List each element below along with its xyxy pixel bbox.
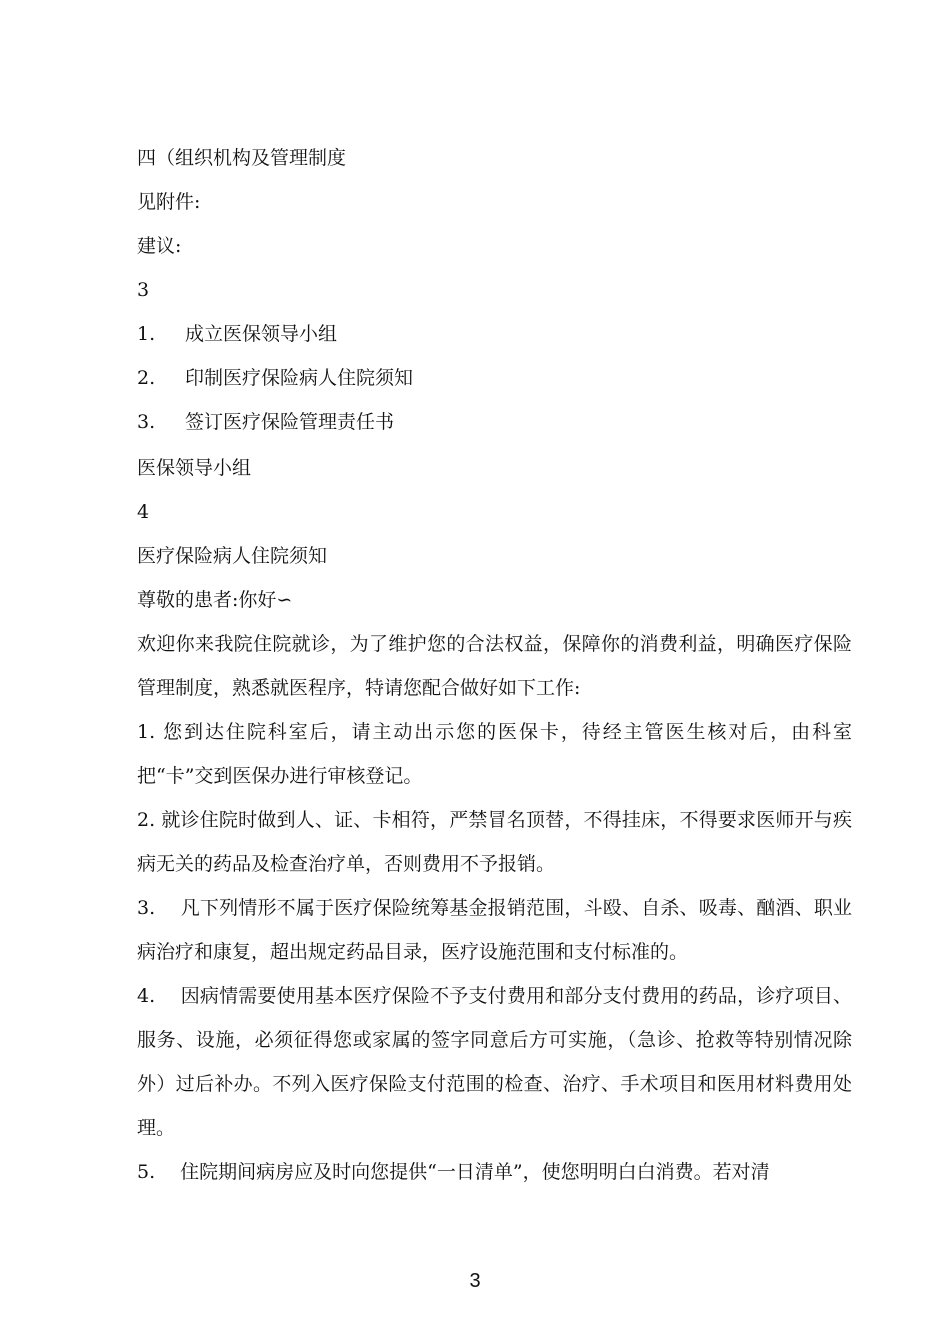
list-number: 1. bbox=[137, 323, 156, 345]
list-number: 3. bbox=[137, 411, 156, 433]
list-item bbox=[137, 366, 413, 390]
text-line: 建议: bbox=[137, 235, 182, 257]
list-text: 成立医保领导小组 bbox=[185, 323, 338, 345]
text-line: 医保领导小组 bbox=[137, 457, 252, 479]
paragraph-intro: 欢迎你来我院住院就诊，为了维护您的合法权益，保障你的消费利益，明确医疗保险管理制度，熟悉就医程序，特请您配合做好如下工作: bbox=[137, 633, 852, 699]
notice-title: 医疗保险病人住院须知 bbox=[137, 545, 328, 567]
text-line: 3 bbox=[137, 279, 150, 301]
list-item bbox=[137, 410, 394, 434]
paragraph-item-4: 4. 因病情需要使用基本医疗保险不予支付费用和部分支付费用的药品，诊疗项目、服务、设施，必须征得您或家属的签字同意后方可实施，（急诊、抢救等特别情况除外）过后补办。不列入医疗保险支付范围的检查、治疗、手术项目和医用材料费用处理。 bbox=[137, 985, 852, 1139]
text-line: 4 bbox=[137, 501, 150, 523]
list-number: 2. bbox=[137, 367, 156, 389]
text-line: 见附件: bbox=[137, 191, 201, 213]
list-item bbox=[137, 322, 337, 346]
section-heading: 四（组织机构及管理制度 bbox=[137, 147, 347, 169]
salutation: 尊敬的患者:你好∽ bbox=[137, 589, 293, 611]
paragraph-item-3: 3. 凡下列情形不属于医疗保险统筹基金报销范围，斗殴、自杀、吸毒、酗酒、职业病治疗和康复，超出规定药品目录，医疗设施范围和支付标准的。 bbox=[137, 897, 852, 963]
list-text: 签订医疗保险管理责任书 bbox=[185, 411, 395, 433]
paragraph-item-2: 2. 就诊住院时做到人、证、卡相符，严禁冒名顶替，不得挂床，不得要求医师开与疾病无关的药品及检查治疗单，否则费用不予报销。 bbox=[137, 809, 852, 875]
list-text: 印制医疗保险病人住院须知 bbox=[185, 367, 414, 389]
page-number: 3 bbox=[469, 1270, 481, 1292]
paragraph-item-1: 1. 您到达住院科室后，请主动出示您的医保卡，待经主管医生核对后，由科室把“卡”交到医保办进行审核登记。 bbox=[137, 721, 852, 787]
paragraph-item-5: 5. 住院期间病房应及时向您提供“一日清单”，使您明明白白消费。若对清 bbox=[137, 1161, 770, 1183]
